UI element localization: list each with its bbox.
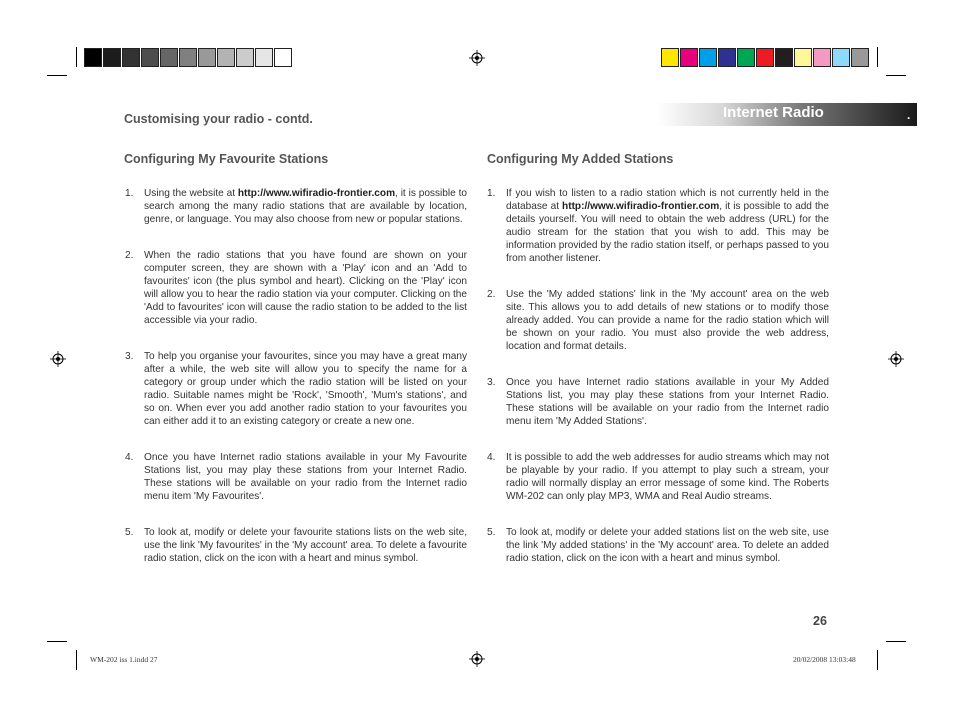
footer-timestamp: 20/02/2008 13:03:48 (793, 655, 856, 664)
list-item (487, 376, 829, 428)
color-swatch (794, 48, 812, 67)
item-number: 3. (125, 351, 134, 362)
item-text: , it is possible to add the details yourself. You will need to obtain the web address (URL) for the audio stream for the station that you wish to add. This may be information provided by the radio station itself, or perhaps passed to you from another listener. (506, 201, 829, 264)
crop-mark (47, 641, 67, 642)
crop-mark (877, 650, 878, 670)
website-link[interactable]: http://www.wifiradio-frontier.com (562, 201, 720, 212)
list-item (125, 350, 467, 428)
item-number: 5. (487, 527, 496, 538)
color-swatch (756, 48, 774, 67)
color-swatch (699, 48, 717, 67)
color-swatch (851, 48, 869, 67)
list-item (125, 187, 467, 226)
item-text: Once you have Internet radio stations available in your My Favourite Stations list, you may play these stations from your Internet Radio. These stations will be available on your radio from the Internet radio menu item 'My Favourites'. (144, 452, 467, 502)
item-text: To look at, modify or delete your added stations list on the web site, use the link 'My added stations' in the 'My account' area. To delete an added radio station, click on the icon with a heart and minus symbol. (506, 527, 829, 564)
list-item (487, 187, 829, 265)
item-text: Once you have Internet radio stations available in your My Added Stations list, you may play these stations from your Internet Radio. These stations will be available on your radio from the Internet radio menu item 'My Added Stations'. (506, 377, 829, 427)
color-swatch (122, 48, 140, 67)
section-header-marker: . (907, 108, 911, 122)
color-swatch (198, 48, 216, 67)
color-swatch (84, 48, 102, 67)
left-section-title: Configuring My Favourite Stations (124, 152, 329, 166)
website-link[interactable]: http://www.wifiradio-frontier.com (237, 188, 396, 199)
color-swatch (775, 48, 793, 67)
page-number: 26 (813, 614, 827, 628)
item-text: It is possible to add the web addresses for audio streams which may not be playable by your radio. If you attempt to play such a stream, your radio will normally display an error message of some kind. The Roberts WM-202 can only play MP3, WMA and Real Audio streams. (506, 452, 829, 502)
crop-mark (886, 641, 906, 642)
section-header-title: Internet Radio (723, 104, 824, 121)
registration-mark-icon (469, 50, 485, 66)
crop-mark (76, 47, 77, 67)
registration-mark-icon (469, 651, 485, 667)
item-text: Use the 'My added stations' link in the 'My account' area on the web site. This allows you to add details of new stations or to modify those already added. You can provide a name for the radio station which will be shown on your radio. You must also provide the web address, location and format details. (506, 289, 829, 352)
crop-mark (886, 75, 906, 76)
list-item (125, 249, 467, 327)
item-text: To help you organise your favourites, since you may have a great many after a while, the web site will allow you to specify the name for a category or group under which the radio station will be listed on your radio. Suitable names might be 'Rock', 'Smooth', 'Mum's stations', and so on. When ever you add another radio station to your favourites you can either add it to an existing category or create a new one. (144, 351, 467, 427)
right-instruction-list (487, 187, 829, 565)
color-swatch (255, 48, 273, 67)
item-number: 4. (487, 452, 496, 463)
item-number: 2. (487, 289, 496, 300)
page-subtitle: Customising your radio - contd. (124, 112, 313, 126)
item-number: 4. (125, 452, 134, 463)
list-item (487, 526, 829, 565)
item-number: 1. (125, 188, 134, 199)
item-number: 1. (487, 188, 496, 199)
color-swatch (718, 48, 736, 67)
crop-mark (877, 47, 878, 67)
left-instruction-list (125, 187, 467, 565)
item-text: If you wish to listen to a radio station which is not currently held in the database at (506, 188, 829, 212)
color-swatch (813, 48, 831, 67)
color-swatch (680, 48, 698, 67)
footer-file-info: WM-202 iss 1.indd 27 (90, 655, 158, 664)
item-text: , it is possible to search among the many radio stations that are available by location, genre, or language. You may also choose from new or popular stations. (144, 188, 467, 225)
item-number: 5. (125, 527, 134, 538)
color-swatch (103, 48, 121, 67)
color-swatch (160, 48, 178, 67)
item-number: 3. (487, 377, 496, 388)
crop-mark (76, 650, 77, 670)
list-item (125, 451, 467, 503)
color-swatch (236, 48, 254, 67)
registration-mark-icon (888, 351, 904, 367)
color-swatch (274, 48, 292, 67)
item-text: To look at, modify or delete your favourite stations lists on the web site, use the link 'My favourites' in the 'My account' area. To delete a favourite radio station, click on the icon with a heart and minus symbol. (144, 527, 467, 564)
crop-mark (47, 75, 67, 76)
color-swatch (661, 48, 679, 67)
item-number: 2. (125, 250, 134, 261)
list-item (125, 526, 467, 565)
color-swatch (737, 48, 755, 67)
color-swatch (141, 48, 159, 67)
color-swatch (217, 48, 235, 67)
item-text: Using the website at (144, 188, 238, 199)
list-item (487, 288, 829, 353)
color-swatch (179, 48, 197, 67)
item-text: When the radio stations that you have found are shown on your computer screen, they are shown with a 'Play' icon and an 'Add to favourites' icon (the plus symbol and heart). Clicking on the 'Play' icon will allow you to hear the radio station via your computer. Clicking on the 'Add to favourites' icon will cause the radio station to be added to the list accessible via your radio. (144, 250, 467, 326)
registration-mark-icon (50, 351, 66, 367)
color-swatch (832, 48, 850, 67)
list-item (487, 451, 829, 503)
right-section-title: Configuring My Added Stations (487, 152, 674, 166)
